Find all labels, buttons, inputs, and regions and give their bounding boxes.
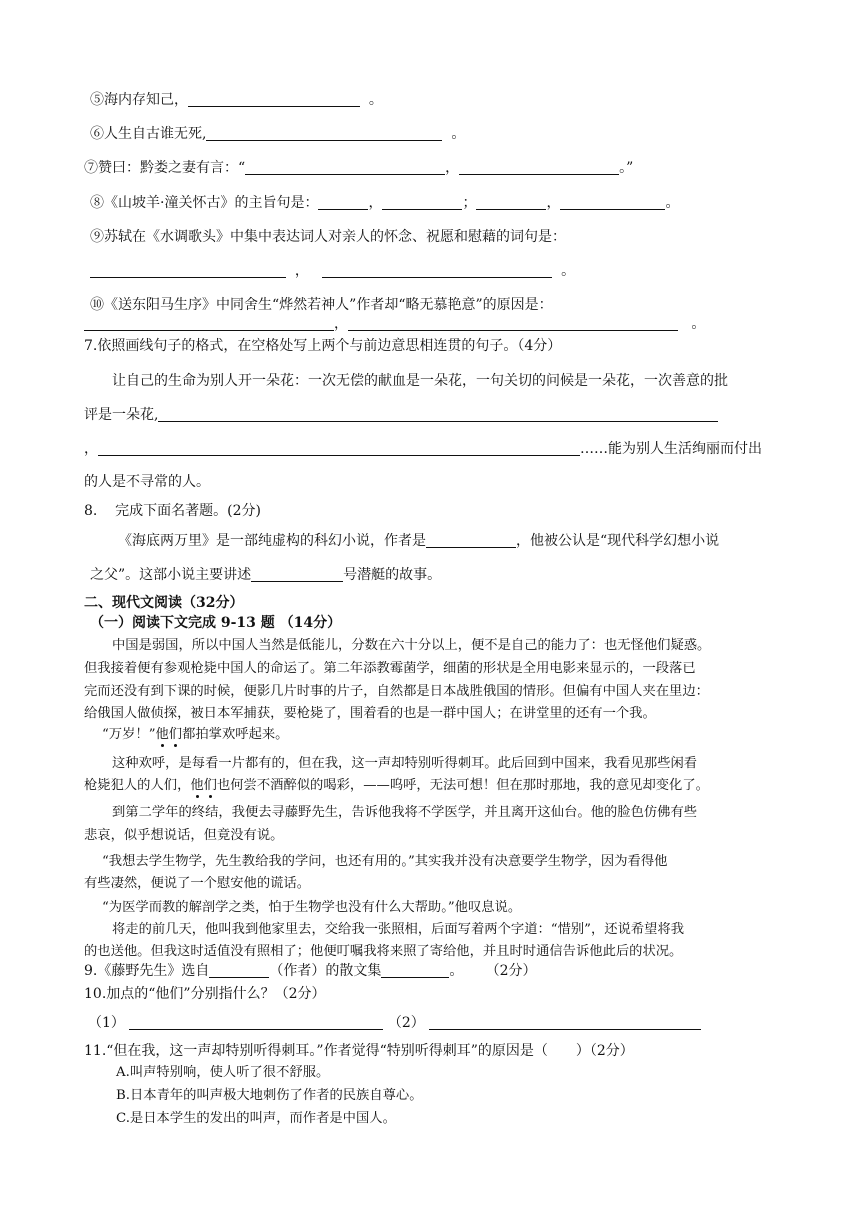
q8-line2-post: 号潜艇的故事。 (343, 567, 442, 583)
q7-line (84, 158, 633, 178)
q8-s3: ， (546, 195, 561, 211)
q8-author-blank[interactable] (426, 533, 516, 548)
q8-line1-pre: 《海底两万里》是一部纯虚构的科幻小说，作者是 (118, 533, 426, 549)
passage-p7-l2: 的也送他。但我这时适值没有照相了；他便叮嘱我将来照了寄给他，并且时时通信告诉他此后的状况。 (84, 944, 683, 959)
q5-post: 。 (368, 92, 383, 108)
q10-post: 。 (691, 316, 706, 332)
passage-p4-l1: 到第二学年的终结，我便去寻藤野先生，告诉他我将不学医学，并且离开这仙台。他的脸色仿佛有些 (112, 805, 698, 820)
q9-mid: ， (294, 263, 309, 279)
q7-body-line4: 的人是不寻常的人。 (84, 474, 210, 490)
q5-blank[interactable] (188, 92, 360, 107)
q7-line3-post: ……能为别人生活绚丽而付出 (580, 441, 762, 457)
q8-num: 8. (84, 503, 98, 519)
q9-mid-text: （作者）的散文集 (269, 963, 382, 979)
passage-p7-l1: 将走的前几天，他叫我到他家里去，交给我一张照相，后面写着两个字道：“惜别”，还说希望将我 (112, 922, 685, 937)
q8-book-title (84, 501, 261, 521)
q9-post: 。 (561, 263, 576, 279)
q10-answer-blank-2[interactable] (429, 1015, 701, 1030)
q8-line1-post: ，他被公认是“现代科学幻想小说 (516, 533, 720, 549)
q10-mid: ， (334, 316, 348, 332)
q6-line (90, 124, 465, 144)
q11-option-c[interactable]: C.是日本学生的发出的叫声，而作者是中国人。 (116, 1111, 396, 1126)
q8-blank-3[interactable] (476, 195, 546, 210)
q6-text: ⑥人生自古谁无死, (90, 126, 207, 142)
passage-p3-a: 枪毙犯人的人们， (84, 778, 191, 793)
q7-line2-text: 评是一朵花, (84, 407, 159, 423)
q10-label-1: （1） (88, 1015, 125, 1031)
dotted-men-2: 们 (203, 778, 217, 793)
q10-line1: ⑩《送东阳马生序》中同舍生“烨然若神人”作者却“略无慕艳意”的原因是： (90, 297, 553, 313)
dotted-men-1: 们 (168, 727, 183, 742)
q10-line2 (84, 314, 705, 334)
q8-line (90, 193, 679, 213)
q9-pre: 9.《藤野先生》选自 (84, 963, 210, 979)
passage-p4-l2: 悲哀，似乎想说话，但竟没有说。 (84, 828, 284, 843)
q10-blank-2[interactable] (348, 316, 678, 331)
q11-question: 11.“但在我，这一声却特别听得刺耳。”作者觉得“特别听得刺耳”的原因是（ ）（2分） (84, 1043, 634, 1059)
q7-blank-2[interactable] (459, 160, 619, 175)
q9-score: （2分） (485, 963, 537, 979)
passage-p3-l1: 这种欢呼，是每看一片都有的，但在我，这一声却特别听得刺耳。此后回到中国来，我看见那些闲看 (112, 756, 698, 771)
section2-title: 二、现代文阅读（32分） (84, 595, 244, 611)
q8-s2: ； (462, 195, 477, 211)
q7-post: 。” (619, 160, 634, 176)
passage-p5-l1: “我想去学生物学，先生教给我的学问，也还有用的。”其实我并没有决意要学生物学，因为看得他 (102, 854, 668, 869)
q7-body-line2 (84, 405, 718, 425)
q8-blank-1[interactable] (318, 195, 368, 210)
q7-blank-1[interactable] (245, 160, 445, 175)
passage-p5-l2: 有些凄然，便说了一个慰安他的谎话。 (84, 876, 311, 891)
q9-blank-1[interactable] (90, 263, 286, 278)
passage-p6-l1: “为医学而教的解剖学之类，怕于生物学也没有什么大帮助。”他叹息说。 (102, 900, 522, 915)
q8-s1: ， (368, 195, 383, 211)
q11-option-a[interactable]: A.叫声特别响，使人听了很不舒服。 (116, 1065, 330, 1080)
q7-mid: ， (445, 160, 460, 176)
q8-line2-pre: 之父”。这部小说主要讲述 (90, 567, 252, 583)
passage-p1-l3: 完而还没有到下课的时候，便影几片时事的片子，自然都是日本战胜俄国的情形。但偏有中国人夹在里边： (84, 684, 709, 699)
q6-blank[interactable] (206, 126, 442, 141)
q7-body-line1: 让自己的生命为别人开一朵花：一次无偿的献血是一朵花，一句关切的问候是一朵花，一次善意的批 (112, 373, 728, 389)
q10-blank-1[interactable] (84, 316, 334, 331)
q10-answers (88, 1013, 701, 1033)
q7-title: 7.依照画线句子的格式，在空格处写上两个与前边意思相连贯的句子。（4分） (84, 338, 562, 354)
dotted-ta-1: 他 (155, 727, 169, 742)
q10-answer-blank-1[interactable] (129, 1015, 383, 1030)
section2-sub: （一）阅读下文完成 9-13 题 （14分） (90, 615, 342, 631)
q8-book-line2 (90, 565, 441, 585)
passage-p2 (102, 725, 288, 745)
q8-title-text: 完成下面名著题。(2分) (115, 503, 262, 519)
q7-answer-blank-1[interactable] (158, 407, 718, 422)
q7-text: ⑦赞曰：黔娄之妻有言：“ (84, 160, 246, 176)
passage-p3-d: 也何尝不酒醉似的喝彩，——呜呼，无法可想！但在那时那地，我的意见却变化了。 (216, 778, 709, 793)
dotted-ta-2: 他 (190, 778, 204, 793)
q8-text: ⑧《山坡羊·潼关怀古》的主旨句是： (90, 195, 319, 211)
q5-text: ⑤海内存知己， (90, 92, 188, 108)
passage-p2-a: “万岁！” (102, 727, 156, 742)
q8-blank-4[interactable] (560, 195, 665, 210)
passage-p2-d: 都拍掌欢呼起来。 (182, 727, 289, 742)
q7-body-line3 (84, 439, 762, 459)
q7-answer-blank-2[interactable] (98, 441, 580, 456)
q9-author-blank[interactable] (209, 963, 269, 978)
q8-blank-2[interactable] (382, 195, 462, 210)
passage-p1-l2: 但我接着便有参观枪毙中国人的命运了。第二年添教霉菌学，细菌的形状是全用电影来显示的，一段落已 (84, 661, 696, 676)
q9-line1: ⑨苏轼在《水调歌头》中集中表达词人对亲人的怀念、祝愿和慰藉的词句是： (90, 229, 566, 245)
q8-book-line1 (118, 531, 719, 551)
q9-line2 (90, 261, 575, 281)
q11-option-b[interactable]: B.日本青年的叫声极大地刺伤了作者的民族自尊心。 (116, 1088, 423, 1103)
q9-post-text: 。 (449, 963, 464, 979)
q5-line (90, 90, 383, 110)
q7-line3-pre: ， (84, 441, 98, 457)
q9-blank-2[interactable] (322, 263, 552, 278)
q9-collection-blank[interactable] (381, 963, 449, 978)
q10-label-2: （2） (387, 1015, 425, 1031)
q8-sub-blank[interactable] (251, 567, 343, 582)
q10-question: 10.加点的“他们”分别指什么？（2分） (84, 986, 326, 1002)
q9-question (84, 961, 537, 981)
passage-p3-l2 (84, 776, 709, 796)
q8-post: 。 (665, 195, 680, 211)
q6-post: 。 (451, 126, 466, 142)
passage-p1-l4: 给俄国人做侦探，被日本军捕获，要枪毙了，围着看的也是一群中国人；在讲堂里的还有一个我。 (84, 706, 656, 721)
passage-p1-l1: 中国是弱国，所以中国人当然是低能儿，分数在六十分以上，便不是自己的能力了：也无怪他们疑惑。 (112, 638, 711, 653)
